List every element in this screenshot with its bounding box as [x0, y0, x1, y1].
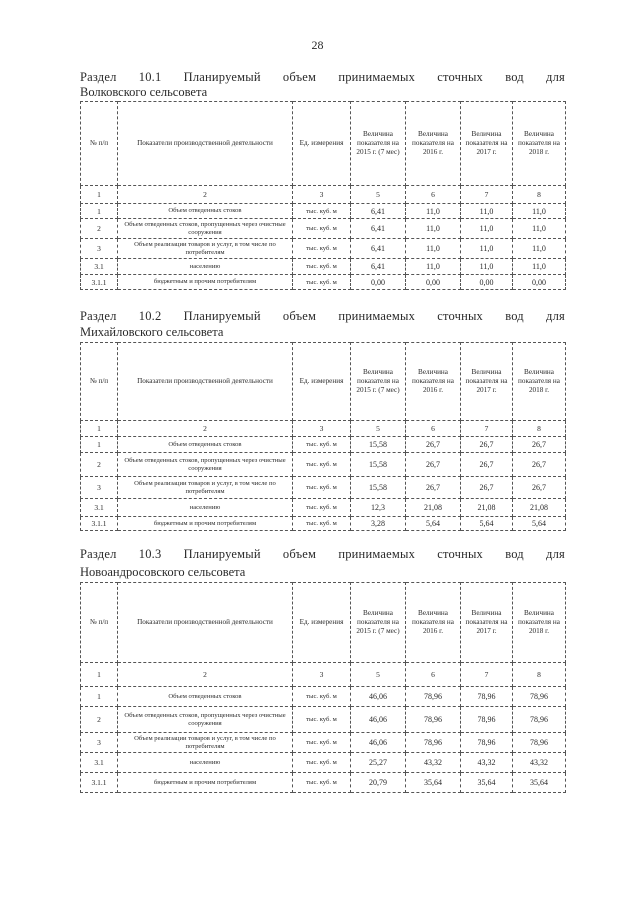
row-value-2015: 6,41: [351, 239, 406, 259]
row-value-2018: 26,7: [513, 437, 566, 453]
row-value-2017: 21,08: [461, 499, 513, 517]
row-value-2017: 0,00: [461, 275, 513, 290]
index-cell: 7: [461, 186, 513, 204]
header-2015: Величина показателя на 2015 г. (7 мес): [351, 343, 406, 421]
index-cell: 6: [406, 421, 461, 437]
table-header-row: [81, 583, 566, 663]
row-value-2015: 6,41: [351, 204, 406, 219]
row-value-2018: 26,7: [513, 453, 566, 477]
row-indicator: Объем реализации товаров и услуг, в том числе по потребителям: [118, 239, 293, 259]
row-value-2015: 46,06: [351, 687, 406, 707]
header-2015: Величина показателя на 2015 г. (7 мес): [351, 102, 406, 186]
header-indicator: Показатели производственной деятельности: [118, 343, 293, 421]
table-row: [81, 204, 566, 219]
header-2018: Величина показателя на 2018 г.: [513, 343, 566, 421]
row-value-2015: 15,58: [351, 453, 406, 477]
row-value-2015: 3,28: [351, 517, 406, 531]
row-value-2015: 12,3: [351, 499, 406, 517]
row-unit: тыс. куб. м: [293, 259, 351, 275]
row-value-2016: 78,96: [406, 687, 461, 707]
row-indicator: населению: [118, 259, 293, 275]
wastewater-table: [80, 101, 566, 290]
header-2015: Величина показателя на 2015 г. (7 мес): [351, 583, 406, 663]
row-value-2017: 26,7: [461, 437, 513, 453]
wastewater-table: [80, 342, 566, 531]
header-2016: Величина показателя на 2016 г.: [406, 343, 461, 421]
wastewater-table: [80, 582, 566, 793]
row-value-2016: 43,32: [406, 753, 461, 773]
row-value-2018: 43,32: [513, 753, 566, 773]
row-value-2016: 5,64: [406, 517, 461, 531]
header-num: № п/п: [81, 102, 118, 186]
row-num: 3.1: [81, 753, 118, 773]
row-value-2017: 26,7: [461, 477, 513, 499]
row-num: 2: [81, 219, 118, 239]
row-value-2015: 15,58: [351, 437, 406, 453]
header-indicator: Показатели производственной деятельности: [118, 583, 293, 663]
header-unit: Ед. измерения: [293, 583, 351, 663]
row-unit: тыс. куб. м: [293, 477, 351, 499]
row-value-2015: 6,41: [351, 219, 406, 239]
row-value-2018: 78,96: [513, 687, 566, 707]
row-value-2016: 11,0: [406, 219, 461, 239]
header-2017: Величина показателя на 2017 г.: [461, 343, 513, 421]
row-value-2018: 11,0: [513, 219, 566, 239]
table-row: [81, 733, 566, 753]
row-num: 2: [81, 707, 118, 733]
row-indicator: Объем отведенных стоков, пропущенных через очистные сооружения: [118, 219, 293, 239]
row-num: 3.1: [81, 259, 118, 275]
section-subtitle: Михайловского сельсовета: [80, 325, 224, 339]
index-cell: 1: [81, 663, 118, 687]
row-value-2017: 11,0: [461, 259, 513, 275]
row-num: 3.1.1: [81, 773, 118, 793]
index-cell: 1: [81, 421, 118, 437]
row-indicator: Объем реализации товаров и услуг, в том числе по потребителям: [118, 733, 293, 753]
row-unit: тыс. куб. м: [293, 753, 351, 773]
row-unit: тыс. куб. м: [293, 687, 351, 707]
index-cell: 8: [513, 421, 566, 437]
row-value-2016: 26,7: [406, 437, 461, 453]
index-cell: 2: [118, 663, 293, 687]
row-unit: тыс. куб. м: [293, 437, 351, 453]
row-value-2017: 78,96: [461, 733, 513, 753]
header-num: № п/п: [81, 583, 118, 663]
index-cell: 8: [513, 186, 566, 204]
row-value-2018: 78,96: [513, 733, 566, 753]
index-row: [81, 186, 566, 204]
table-row: [81, 453, 566, 477]
table-row: [81, 707, 566, 733]
row-value-2017: 78,96: [461, 707, 513, 733]
index-cell: 3: [293, 421, 351, 437]
table-row: [81, 477, 566, 499]
row-value-2015: 46,06: [351, 707, 406, 733]
header-2017: Величина показателя на 2017 г.: [461, 102, 513, 186]
header-2018: Величина показателя на 2018 г.: [513, 102, 566, 186]
row-value-2016: 11,0: [406, 259, 461, 275]
row-value-2015: 15,58: [351, 477, 406, 499]
row-value-2016: 11,0: [406, 204, 461, 219]
row-value-2016: 21,08: [406, 499, 461, 517]
table-row: [81, 437, 566, 453]
table-row: [81, 753, 566, 773]
row-num: 3.1.1: [81, 517, 118, 531]
section-subtitle: Волковского сельсовета: [80, 85, 208, 99]
row-value-2016: 35,64: [406, 773, 461, 793]
table-row: [81, 219, 566, 239]
section-title: Раздел 10.3 Планируемый объем принимаемых сточных вод для: [80, 547, 565, 561]
index-cell: 6: [406, 663, 461, 687]
index-cell: 5: [351, 663, 406, 687]
section-title: Раздел 10.1 Планируемый объем принимаемых сточных вод для: [80, 70, 565, 84]
table-row: [81, 239, 566, 259]
row-value-2017: 35,64: [461, 773, 513, 793]
row-value-2018: 21,08: [513, 499, 566, 517]
row-unit: тыс. куб. м: [293, 707, 351, 733]
table-row: [81, 275, 566, 290]
index-cell: 2: [118, 186, 293, 204]
row-value-2018: 11,0: [513, 204, 566, 219]
row-indicator: населению: [118, 499, 293, 517]
row-num: 1: [81, 687, 118, 707]
row-num: 3: [81, 239, 118, 259]
header-indicator: Показатели производственной деятельности: [118, 102, 293, 186]
row-unit: тыс. куб. м: [293, 204, 351, 219]
header-2016: Величина показателя на 2016 г.: [406, 583, 461, 663]
row-value-2018: 0,00: [513, 275, 566, 290]
row-num: 3: [81, 733, 118, 753]
index-row: [81, 421, 566, 437]
header-unit: Ед. измерения: [293, 343, 351, 421]
index-cell: 7: [461, 421, 513, 437]
row-indicator: Объем реализации товаров и услуг, в том числе по потребителям: [118, 477, 293, 499]
row-indicator: Объем отведенных стоков, пропущенных через очистные сооружения: [118, 707, 293, 733]
row-value-2018: 11,0: [513, 259, 566, 275]
row-unit: тыс. куб. м: [293, 733, 351, 753]
row-value-2017: 11,0: [461, 204, 513, 219]
table-header-row: [81, 343, 566, 421]
row-value-2017: 11,0: [461, 219, 513, 239]
row-value-2015: 6,41: [351, 259, 406, 275]
row-value-2017: 5,64: [461, 517, 513, 531]
row-indicator: Объем отведенных стоков: [118, 204, 293, 219]
table-row: [81, 687, 566, 707]
row-unit: тыс. куб. м: [293, 517, 351, 531]
row-value-2018: 26,7: [513, 477, 566, 499]
index-cell: 3: [293, 663, 351, 687]
row-value-2015: 25,27: [351, 753, 406, 773]
table-row: [81, 517, 566, 531]
index-cell: 2: [118, 421, 293, 437]
row-unit: тыс. куб. м: [293, 499, 351, 517]
index-cell: 5: [351, 186, 406, 204]
section-title: Раздел 10.2 Планируемый объем принимаемых сточных вод для: [80, 309, 565, 323]
row-num: 3.1: [81, 499, 118, 517]
row-num: 2: [81, 453, 118, 477]
header-num: № п/п: [81, 343, 118, 421]
row-num: 1: [81, 204, 118, 219]
row-value-2016: 26,7: [406, 453, 461, 477]
row-value-2017: 43,32: [461, 753, 513, 773]
row-indicator: бюджетным и прочим потребителям: [118, 275, 293, 290]
row-num: 3: [81, 477, 118, 499]
row-unit: тыс. куб. м: [293, 773, 351, 793]
header-2018: Величина показателя на 2018 г.: [513, 583, 566, 663]
row-unit: тыс. куб. м: [293, 275, 351, 290]
table-row: [81, 773, 566, 793]
row-value-2016: 26,7: [406, 477, 461, 499]
row-num: 3.1.1: [81, 275, 118, 290]
table-row: [81, 499, 566, 517]
row-value-2018: 78,96: [513, 707, 566, 733]
index-cell: 3: [293, 186, 351, 204]
row-value-2015: 20,79: [351, 773, 406, 793]
index-cell: 5: [351, 421, 406, 437]
row-value-2016: 78,96: [406, 707, 461, 733]
row-value-2016: 11,0: [406, 239, 461, 259]
row-value-2018: 11,0: [513, 239, 566, 259]
header-2017: Величина показателя на 2017 г.: [461, 583, 513, 663]
row-indicator: Объем отведенных стоков: [118, 437, 293, 453]
row-value-2017: 11,0: [461, 239, 513, 259]
row-value-2017: 78,96: [461, 687, 513, 707]
index-cell: 6: [406, 186, 461, 204]
section-subtitle: Новоандросовского сельсовета: [80, 565, 246, 579]
row-value-2015: 0,00: [351, 275, 406, 290]
table-header-row: [81, 102, 566, 186]
row-value-2016: 78,96: [406, 733, 461, 753]
header-2016: Величина показателя на 2016 г.: [406, 102, 461, 186]
row-value-2016: 0,00: [406, 275, 461, 290]
page-number: 28: [311, 38, 324, 52]
header-unit: Ед. измерения: [293, 102, 351, 186]
row-num: 1: [81, 437, 118, 453]
row-indicator: бюджетным и прочим потребителям: [118, 517, 293, 531]
row-indicator: населению: [118, 753, 293, 773]
row-value-2017: 26,7: [461, 453, 513, 477]
index-cell: 1: [81, 186, 118, 204]
row-unit: тыс. куб. м: [293, 453, 351, 477]
row-value-2018: 35,64: [513, 773, 566, 793]
index-row: [81, 663, 566, 687]
row-unit: тыс. куб. м: [293, 239, 351, 259]
row-indicator: Объем отведенных стоков, пропущенных через очистные сооружения: [118, 453, 293, 477]
index-cell: 7: [461, 663, 513, 687]
index-cell: 8: [513, 663, 566, 687]
row-indicator: бюджетным и прочим потребителям: [118, 773, 293, 793]
row-value-2018: 5,64: [513, 517, 566, 531]
row-value-2015: 46,06: [351, 733, 406, 753]
row-unit: тыс. куб. м: [293, 219, 351, 239]
row-indicator: Объем отведенных стоков: [118, 687, 293, 707]
table-row: [81, 259, 566, 275]
